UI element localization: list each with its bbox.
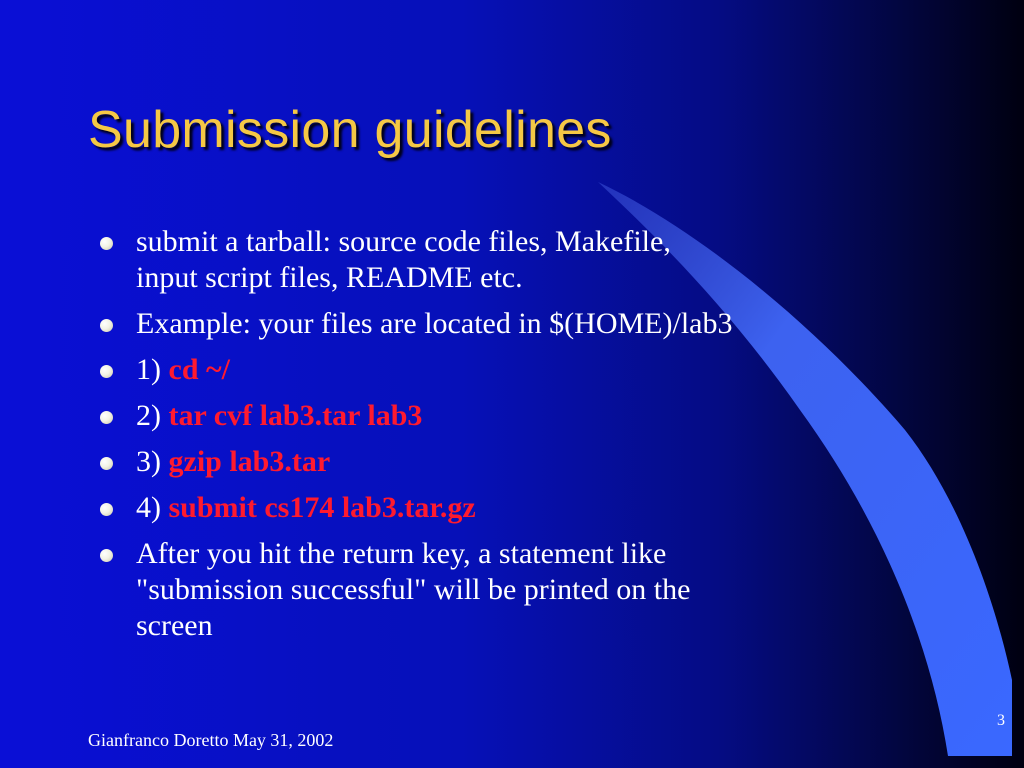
footer-author-date: Gianfranco Doretto May 31, 2002 [88,730,334,750]
step-command: tar cvf lab3.tar lab3 [168,399,423,432]
bullet-item-step-2 [100,398,920,434]
bullet-text-line: screen [136,609,213,642]
bullet-item-after-return [100,536,920,644]
bullet-dot-icon [100,503,113,516]
bullet-list [100,224,920,654]
bullet-dot-icon [100,365,113,378]
bullet-dot-icon [100,411,113,424]
page-number: 3 [997,712,1005,729]
bullet-text: Example: your files are located in $(HOME)/lab3 [136,307,733,340]
bullet-text-line: input script files, README etc. [136,261,523,294]
bullet-item-example [100,306,920,342]
slide-title: Submission guidelines [88,101,612,159]
bullet-dot-icon [100,549,113,562]
bullet-item-step-4 [100,490,920,526]
step-prefix: 1) [136,353,169,386]
step-prefix: 4) [136,491,169,524]
bullet-dot-icon [100,319,113,332]
step-command: submit cs174 lab3.tar.gz [168,491,476,524]
bullet-text-line: submit a tarball: source code files, Makefile, [136,225,671,258]
bullet-dot-icon [100,237,113,250]
step-prefix: 3) [136,445,169,478]
bullet-item-tarball [100,224,920,296]
step-command: cd ~/ [168,353,230,386]
bullet-item-step-3 [100,444,920,480]
bullet-text-line: After you hit the return key, a statement like [136,537,667,570]
bullet-item-step-1 [100,352,920,388]
bullet-dot-icon [100,457,113,470]
bullet-text-line: "submission successful" will be printed on the [136,573,691,606]
step-command: gzip lab3.tar [168,445,331,478]
step-prefix: 2) [136,399,169,432]
